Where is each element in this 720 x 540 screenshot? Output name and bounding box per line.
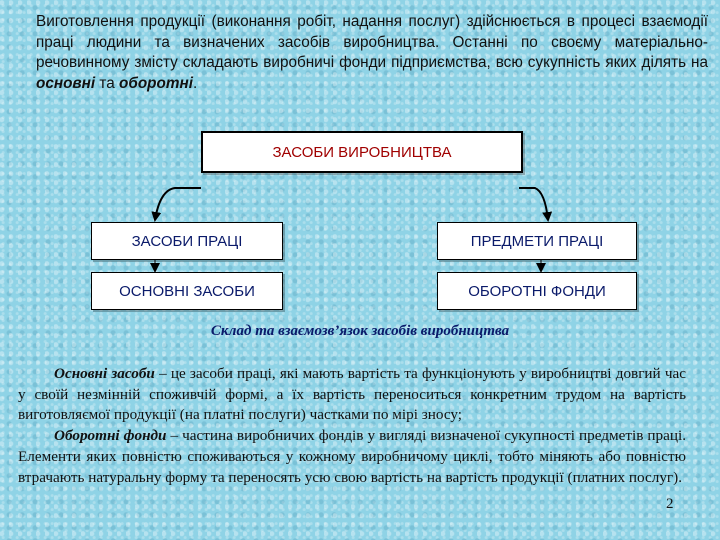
term-fixed-bold: основні [36,74,96,92]
fixed-assets-label: ОСНОВНІ ЗАСОБИ [119,282,255,300]
page-number: 2 [666,496,674,512]
arrow-to-objects [519,188,548,220]
means-of-production-box [201,131,523,173]
definition-working-term: Оборотні фонди [54,427,167,445]
intro-text-1: Виготовлення продукції (виконання робіт, надання послуг) здійснюється в процесі взаємодії праці людини та визначених засобів виробництва. Останні по своєму матеріально-речовинному змісту складають виробничі фонди підприємства, всю сукупність яких ділять на [36,13,708,71]
working-capital-label: ОБОРОТНІ ФОНДИ [468,282,606,300]
definition-fixed-term: Основні засоби [54,365,155,382]
term-working-bold: оборотні [119,74,193,92]
definition-fixed-assets [18,364,686,426]
diagram-caption: Склад та взаємозв’язок засобів виробництва [210,323,510,339]
intro-text-2: та [95,74,120,92]
objects-of-labor-box [437,222,637,260]
means-of-labor-box [91,222,283,260]
means-of-production-label: ЗАСОБИ ВИРОБНИЦТВА [272,143,452,161]
definitions-text [18,364,686,488]
objects-of-labor-label: ПРЕДМЕТИ ПРАЦІ [470,232,604,250]
definition-working-text: – частина виробничих фондів у вигляді визначеної сукупності предметів праці. Елементи яких повністю споживаються у кожному виробничому циклі, тобто міняють або повністю втрачають натуральну форму та переносять усю свою вартість на вартість продукції (платних послуг). [18,427,686,486]
means-of-labor-label: ЗАСОБИ ПРАЦІ [131,232,243,250]
definition-fixed-text: – це засоби праці, які мають вартість та функціонують у виробництві довгий час у своїй незмінній споживчій формі, а їх вартість переноситься конкретним трудом на вартість виготовляємої продукції (на платні послуги) частками по мірі зносу; [18,365,687,424]
working-capital-box [437,272,637,310]
intro-text-3: . [192,74,198,92]
definition-working-capital [18,426,686,488]
fixed-assets-box [91,272,283,310]
arrow-to-labor [155,188,201,220]
